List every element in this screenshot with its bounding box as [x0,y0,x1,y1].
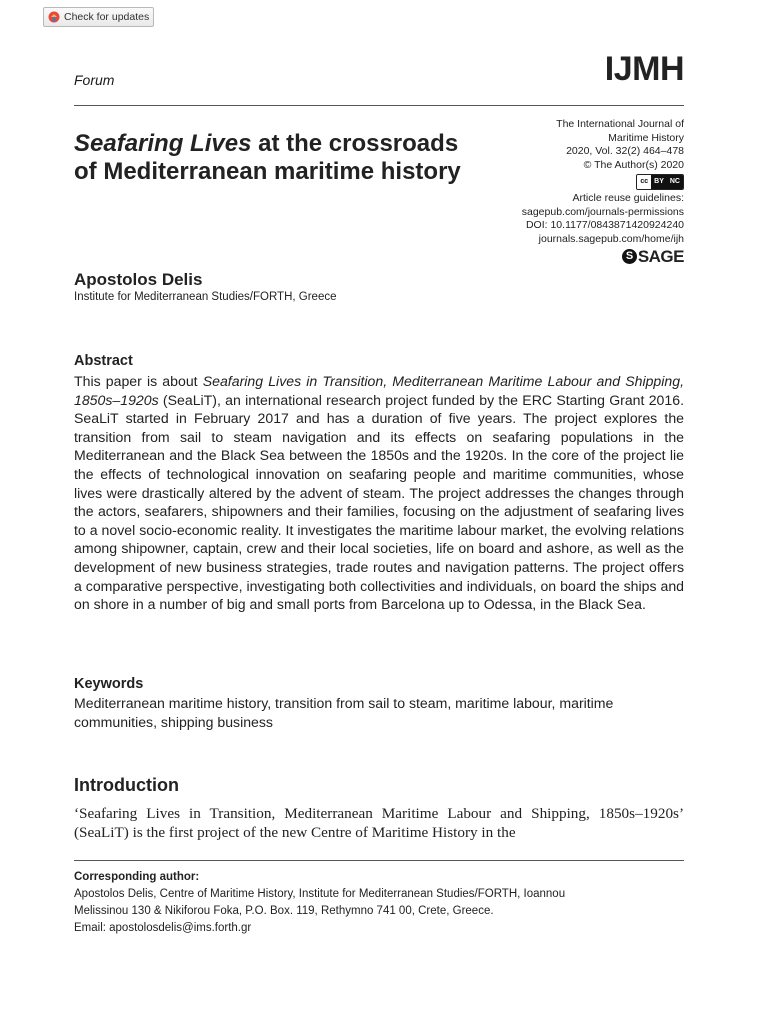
cc-license-badge[interactable] [636,174,684,190]
introduction-heading: Introduction [74,775,179,795]
sage-s-icon: S [622,249,637,264]
abstract-body: (SeaLiT), an international research project funded by the ERC Starting Grant 2016. SeaLiT started in February 2017 and has a duration of five years. The project explores the transition from sail to steam navigation and its effects on seafaring populations in the Mediterranean and the Black Sea between the 1850s and the 1920s. In the core of the project lie the effects of technological innovation on seafaring people and maritime communities, whose lives were drastically altered by the advent of steam. The project addresses the changes through the actors, seafarers, shipowners and their families, focusing on the adjustment of seafaring lives to a novel socio-economic reality. It investigates the maritime labour market, the evolving relations among shipowner, captain, crew and their local societies, life on board and ashore, as well as the development of new business strategies, trade routes and navigation patterns. The project offers a comparative perspective, investigating both collectivities and individuals, on board the ships and on shore in a number of big and small ports from Barcelona up to Odessa, in the Black Sea. [74,391,684,613]
reuse-label: Article reuse guidelines: [572,192,684,204]
corresponding-line2: Melissinou 130 & Nikiforou Foka, P.O. Box. 119, Rethymno 741 00, Crete, Greece. [74,905,494,917]
copyright: © The Author(s) 2020 [583,158,684,171]
keywords-text: Mediterranean maritime history, transition from sail to steam, maritime labour, maritime communities, shipping business [74,695,614,730]
corresponding-email[interactable]: Email: apostolosdelis@ims.forth.gr [74,922,252,934]
check-for-updates-badge[interactable] [43,7,154,27]
crossmark-icon [48,11,60,23]
author-affiliation: Institute for Mediterranean Studies/FORTH, Greece [74,291,337,303]
journal-name-line1: The International Journal of [556,118,684,130]
publisher-logo [622,246,684,266]
abstract-text [74,372,684,614]
corresponding-author-details [74,886,684,937]
corresponding-author-heading: Corresponding author: [74,871,200,883]
doi[interactable]: DOI: 10.1177/0843871420924240 [525,219,684,231]
header-divider [74,105,684,106]
journal-home-link[interactable]: journals.sagepub.com/home/ijh [538,232,684,245]
corresponding-line1: Apostolos Delis, Centre of Maritime History, Institute for Mediterranean Studies/FORTH, Ioannou [74,888,566,900]
journal-logo: IJMH [604,50,684,88]
author-name: Apostolos Delis [74,270,203,289]
abstract-lead: This paper is about [74,373,203,389]
cc-icon: cc [637,175,651,189]
reuse-link[interactable]: sagepub.com/journals-permissions [521,205,684,218]
footnote-divider [74,860,684,861]
volume-info: 2020, Vol. 32(2) 464–478 [566,145,684,157]
article-title [74,130,474,186]
journal-meta [484,118,684,264]
abstract-heading: Abstract [74,353,133,369]
check-for-updates-label: Check for updates [64,11,150,23]
introduction-text: ‘Seafaring Lives in Transition, Mediterranean Maritime Labour and Shipping, 1850s–1920s’ (SeaLiT) is the first project of the new Centre of Maritime History in the [74,805,684,841]
cc-by-icon: BY [651,175,667,189]
cc-nc-icon: NC [667,175,683,189]
publisher-name: SAGE [637,246,684,266]
article-title-rest: at the crossroads of Mediterranean maritime history [74,130,461,185]
section-label: Forum [74,72,115,88]
abstract-project-title: Seafaring Lives in Transition, Mediterranean Maritime Labour and Shipping, 1850s–1920s [74,373,684,408]
article-title-italic: Seafaring Lives [74,130,252,157]
journal-name-line2: Maritime History [608,131,684,144]
keywords-heading: Keywords [74,676,144,692]
